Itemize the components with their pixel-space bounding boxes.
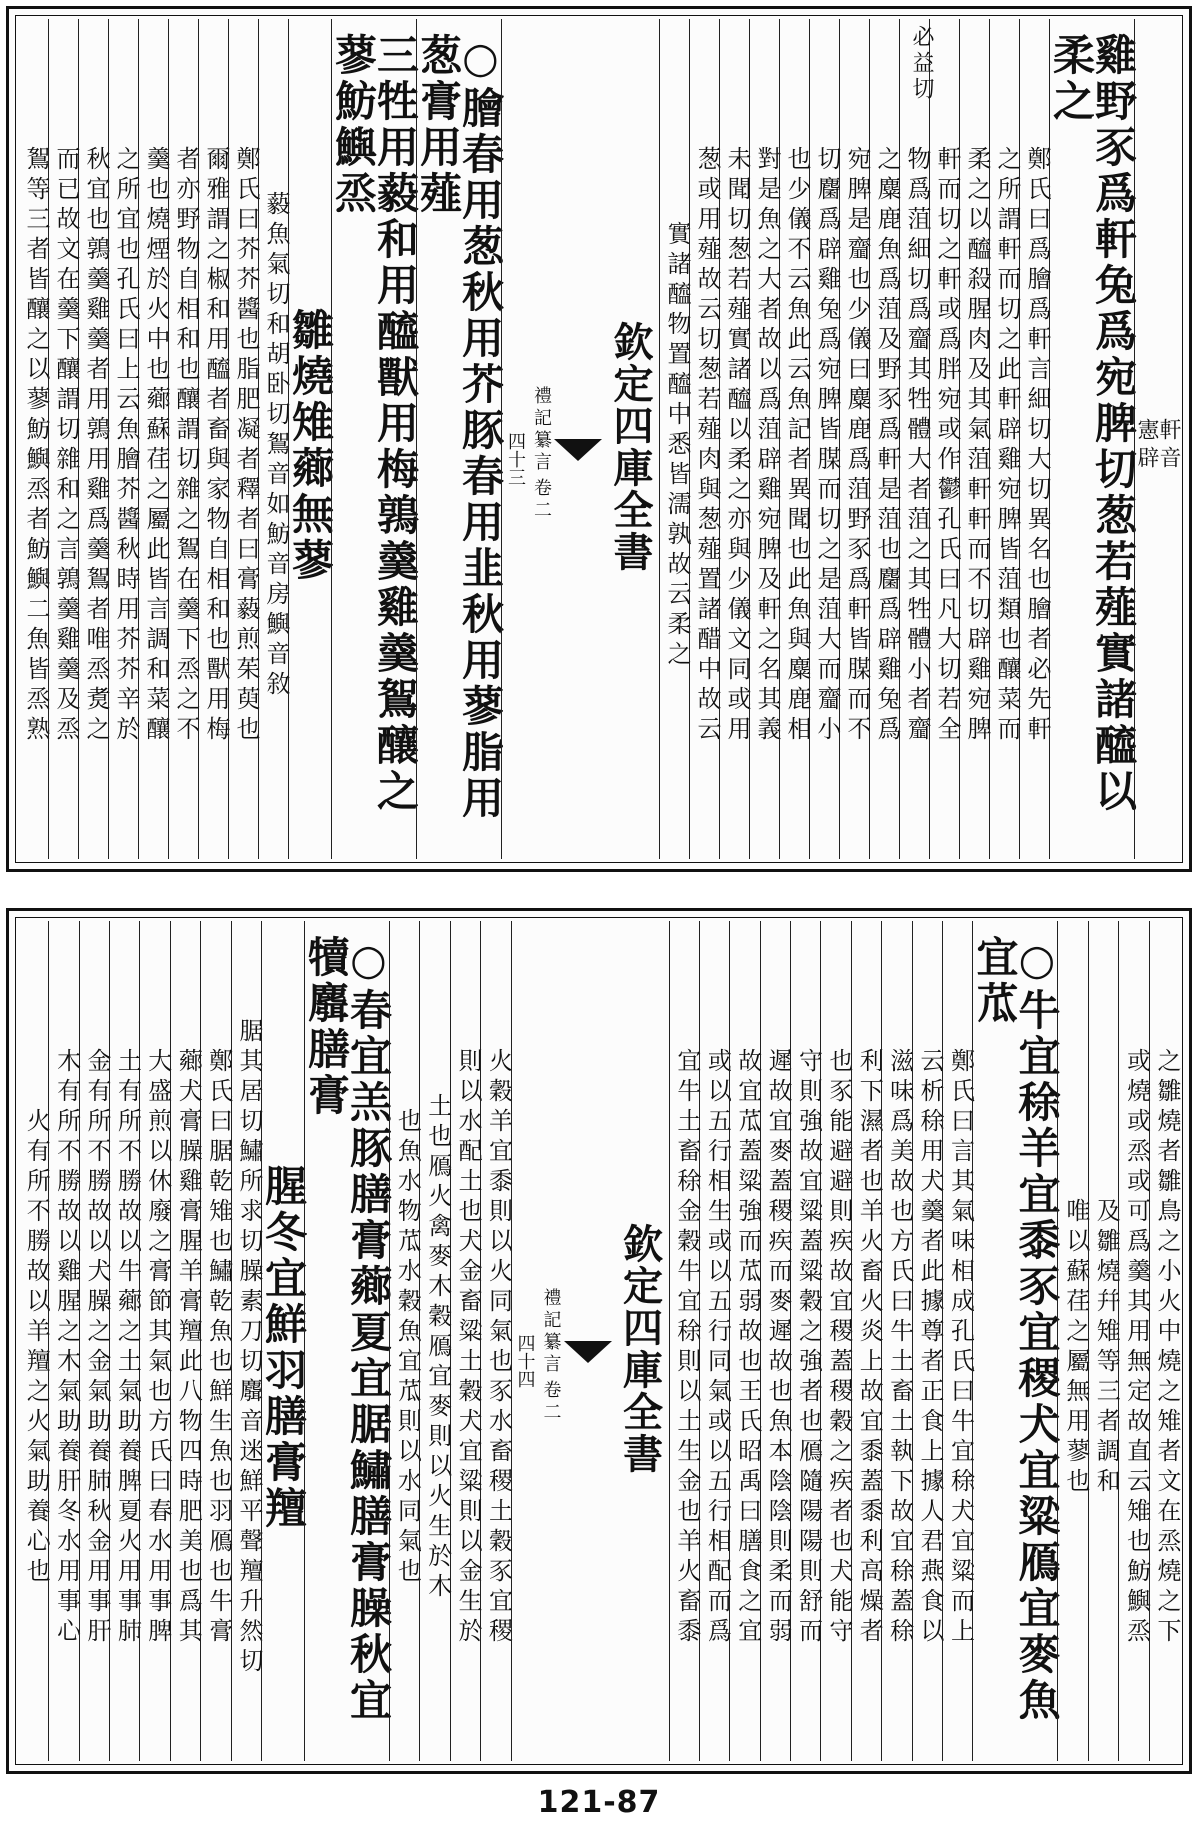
commentary-text: 也少儀不云魚此云魚記者異聞也此魚與麋鹿相 (783, 146, 811, 746)
commentary-text: 大盛煎以休廢之膏節其氣也方氏曰春水用事脾 (143, 1048, 172, 1648)
commentary-text: 之雛燒者雛鳥之小火中燒之雉者文在烝燒之下 (1153, 1048, 1181, 1648)
top-left-column-1 (329, 19, 420, 859)
main-text: ○膾春用葱秋用芥豚春用韭秋用蓼脂用葱膏用薤 (414, 33, 505, 822)
commentary-text: 鄭氏曰腒乾雉也鱐乾魚也鮮生魚也羽鴈也牛膏 (204, 1048, 233, 1648)
top-page-columns (19, 19, 1179, 859)
top-right-column-2 (1019, 19, 1049, 859)
bottom-left-column-10 (109, 921, 142, 1761)
top-right-column-7 (869, 19, 899, 859)
top-right-column-12 (719, 19, 749, 859)
commentary-text: 火有所不勝故以羊羶之火氣助養心也 (22, 1108, 51, 1588)
commentary-text: 守則強故宜粱蓋粱穀之強者也鴈隨陽陽則舒而 (794, 1048, 823, 1648)
commentary-text: 云析稌用犬羹者此據尊者正食上據人君燕食以 (916, 1048, 945, 1648)
annotation-line: 憲辟 (1134, 418, 1159, 474)
top-left-column-5 (198, 19, 228, 859)
commentary-text: 鄭氏曰芥芥醬也脂肥凝者釋者曰膏藙煎茱萸也 (232, 146, 260, 746)
bottom-right-column-14 (669, 921, 699, 1761)
bottom-right-column-11 (760, 921, 793, 1761)
bottom-page (6, 908, 1192, 1774)
commentary-text: 火穀羊宜黍則以火同氣也豕水畜稷土穀豕宜稷 (484, 1048, 513, 1648)
work-title: 禮記纂言 (540, 1288, 562, 1376)
bottom-left-column-7 (200, 921, 233, 1761)
top-right-column-1 (1047, 19, 1138, 859)
commentary-text: 利下濕者也羊火畜火炎上故宜黍蓋黍利高燥者 (855, 1048, 884, 1648)
fishtail-mark (564, 1341, 612, 1363)
commentary-text: 宜牛土畜稌金穀牛宜稌則以土生金也羊火畜黍 (672, 1048, 701, 1648)
commentary-text: 之所謂軒而切之此軒辟雞宛脾皆菹類也釀菜而 (993, 146, 1021, 746)
top-left-column-4 (228, 19, 258, 859)
commentary-text: 也魚水物苽水穀魚宜苽則以水同氣也 (393, 1108, 422, 1588)
top-left-column-6 (168, 19, 198, 859)
book-title: 欽定四庫全書 (616, 1223, 664, 1475)
bottom-right-column-9 (820, 921, 853, 1761)
book-title: 欽定四庫全書 (607, 321, 654, 573)
commentary-text: 未聞切葱若薤實諸醯以柔之亦與少儀文同或用 (723, 146, 751, 746)
top-left-column-7 (138, 19, 168, 859)
commentary-text: 葱或用薤故云切葱若薤肉與葱薤置諸醋中故云 (693, 146, 721, 746)
top-right-column-8 (839, 19, 869, 859)
main-text: ○牛宜稌羊宜黍豕宜稷犬宜粱鴈宜麥魚宜苽 (970, 935, 1062, 1724)
commentary-text: 爾雅謂之椒和用醯者畜與家物自相和也獸用梅 (202, 146, 230, 746)
bottom-left-column-1 (450, 921, 483, 1761)
commentary-text: 物爲菹細切爲齏其牲體大者菹之其牲體小者齏 (903, 146, 931, 746)
commentary-text: 唯以蘇荏之屬無用蓼也 (1061, 1198, 1090, 1498)
commentary-text: 薌犬膏臊雞膏腥羊膏羶此八物四時肥美也爲其 (174, 1048, 203, 1648)
bottom-left-column-4 (301, 921, 393, 1761)
top-right-column-4 (959, 19, 989, 859)
bottom-right-column-2 (1088, 921, 1121, 1761)
bottom-right-column-5 (942, 921, 975, 1761)
bottom-left-column-0 (480, 921, 513, 1761)
bottom-right-column-10 (790, 921, 823, 1761)
top-left-column-8 (108, 19, 138, 859)
top-right-column-13 (689, 19, 719, 859)
commentary-text: 或燒或烝或可爲羹其用無定故直云雉也魴鱮烝 (1122, 1048, 1151, 1648)
commentary-text: 秋宜也鶉羹雞羹者用鶉用雞爲羹鴽者唯烝煑之 (82, 146, 110, 746)
volume-label: 卷二 (540, 1380, 562, 1424)
commentary-text: 木有所不勝故以雞腥之木氣助養肝冬水用事心 (52, 1048, 81, 1648)
commentary-text: 及雛燒幷雉等三者調和 (1092, 1198, 1121, 1498)
main-text: 三牲用藙和用醯獸用梅鶉羹雞羹鴽釀之蓼魴鱮烝 (329, 33, 420, 815)
bottom-right-column-1 (1118, 921, 1151, 1761)
top-page (6, 6, 1192, 872)
commentary-text: 對是魚之大者故以爲菹辟雞宛脾及軒之名其義 (753, 146, 781, 746)
bottom-left-column-5 (258, 921, 308, 1761)
main-text: 雞野豕爲軒兔爲宛脾切葱若薤實諸醯以柔之 (1047, 33, 1138, 815)
bottom-left-column-2 (419, 921, 452, 1761)
folio-number: 四十三 (505, 432, 526, 486)
top-left-column-2 (286, 19, 335, 859)
commentary-text: 柔之以醯殺腥肉及其氣菹軒軒而不切辟雞宛脾 (963, 146, 991, 746)
bottom-right-column-7 (881, 921, 914, 1761)
bottom-right-column-6 (912, 921, 945, 1761)
commentary-text: 而已故文在羹下釀謂切雜和之言鶉羹雞羹及烝 (52, 146, 80, 746)
top-left-column-10 (48, 19, 78, 859)
bottom-left-column-13 (19, 921, 51, 1761)
bottom-page-columns (19, 921, 1179, 1761)
commentary-text: 土有所不勝故以牛薌之土氣助養脾夏火用事肺 (113, 1048, 142, 1648)
commentary-text: 鄭氏曰言其氣味相成孔氏曰牛宜稌犬宜粱而上 (946, 1048, 975, 1648)
bottom-left-column-11 (79, 921, 112, 1761)
top-left-column-0 (414, 19, 505, 859)
commentary-text: 之所宜也孔氏曰上云魚膾芥醬秋時用芥芥辛於 (112, 146, 140, 746)
bottom-left-column-12 (48, 921, 81, 1761)
commentary-text: 也豕能避避則疾故宜稷蓋稷穀之疾者也犬能守 (824, 1048, 853, 1648)
commentary-text: 實諸醯物置醯中悉皆濡孰故云柔之 (663, 221, 691, 671)
top-right-column-3 (989, 19, 1019, 859)
commentary-text: 宛脾是齏也少儀曰麋鹿爲菹野豕爲軒皆腜而不 (843, 146, 871, 746)
commentary-text: 或以五行相生或以五行同氣或以五行相配而爲 (703, 1048, 732, 1648)
work-title: 禮記纂言 (531, 386, 552, 474)
top-left-column-9 (78, 19, 108, 859)
bottom-right-column-3 (1057, 921, 1090, 1761)
commentary-text: 腒其居切鱐所求切臊素刀切麛音迷鮮平聲羶升然切 (234, 1018, 263, 1678)
page-footer-number: 121-87 (537, 1785, 661, 1820)
annotation-line: 軒音 (1156, 418, 1181, 474)
top-right-column-11 (749, 19, 779, 859)
top-left-column-11 (19, 19, 48, 859)
bottom-right-column-12 (729, 921, 762, 1761)
commentary-text: 切麕爲辟雞兔爲宛脾皆腜而切之是菹大而齏小 (813, 146, 841, 746)
bottom-right-column-4 (970, 921, 1062, 1761)
top-right-column-14 (659, 19, 689, 859)
top-center-margin (501, 19, 659, 859)
main-text: 雛燒雉薌無蓼 (286, 308, 335, 584)
bottom-right-column-8 (851, 921, 884, 1761)
bottom-center-margin (511, 921, 669, 1761)
folio-number: 四十四 (514, 1334, 536, 1388)
top-right-column-9 (809, 19, 839, 859)
commentary-text: 故宜苽蓋粱強而苽弱故也王氏昭禹曰膳食之宜 (733, 1048, 762, 1648)
top-right-column-6 (899, 19, 929, 859)
main-text: 腥冬宜鮮羽膳膏羶 (258, 1164, 308, 1532)
commentary-text: 軒而切之軒或爲胖宛或作鬱孔氏曰凡大切若全 (933, 146, 961, 746)
commentary-text: 鴽等三者皆釀之以蓼魴鱮烝者魴鱮二魚皆烝熟 (22, 146, 50, 746)
bottom-right-column-13 (699, 921, 732, 1761)
main-text: ○春宜羔豚膳膏薌夏宜腒鱐膳膏臊秋宜犢麛膳膏 (301, 935, 393, 1724)
commentary-text: 遲故宜麥蓋稷疾而麥遲故也魚本陰陰則柔而弱 (764, 1048, 793, 1648)
commentary-text: 羹也燒煙於火中也薌蘇荏之屬此皆言調和菜釀 (142, 146, 170, 746)
commentary-text: 藙魚氣切和胡卧切鴽音如魴音房鱮音敘 (262, 191, 290, 701)
commentary-text: 金有所不勝故以犬臊之金氣助養肺秋金用事肝 (83, 1048, 112, 1648)
top-right-column-5 (929, 19, 959, 859)
margin-note: 必益切 (909, 25, 934, 103)
commentary-text: 鄭氏曰爲膾爲軒言細切大切異名也膾者必先軒 (1023, 146, 1051, 746)
bottom-left-column-3 (389, 921, 422, 1761)
commentary-text: 滋味爲美故也方氏曰牛土畜土執下故宜稌蓋稌 (885, 1048, 914, 1648)
volume-label: 卷二 (531, 478, 552, 522)
bottom-left-column-9 (139, 921, 172, 1761)
commentary-text: 者亦野物自相和也釀謂切雜之鴽在羹下烝之不 (172, 146, 200, 746)
bottom-left-column-6 (231, 921, 261, 1761)
top-right-column-10 (779, 19, 809, 859)
fishtail-mark (554, 439, 602, 461)
commentary-text: 則以水配土也犬金畜粱土穀犬宜粱則以金生於 (454, 1048, 483, 1648)
commentary-text: 土也鴈火禽麥木穀鴈宜麥則以火生於木 (423, 1093, 452, 1603)
top-left-column-3 (258, 19, 288, 859)
bottom-right-column-0 (1149, 921, 1179, 1761)
top-right-column-0 (1134, 19, 1179, 859)
bottom-left-column-8 (170, 921, 203, 1761)
commentary-text: 之麋鹿魚爲菹及野豕爲軒是菹也麕爲辟雞兔爲 (873, 146, 901, 746)
